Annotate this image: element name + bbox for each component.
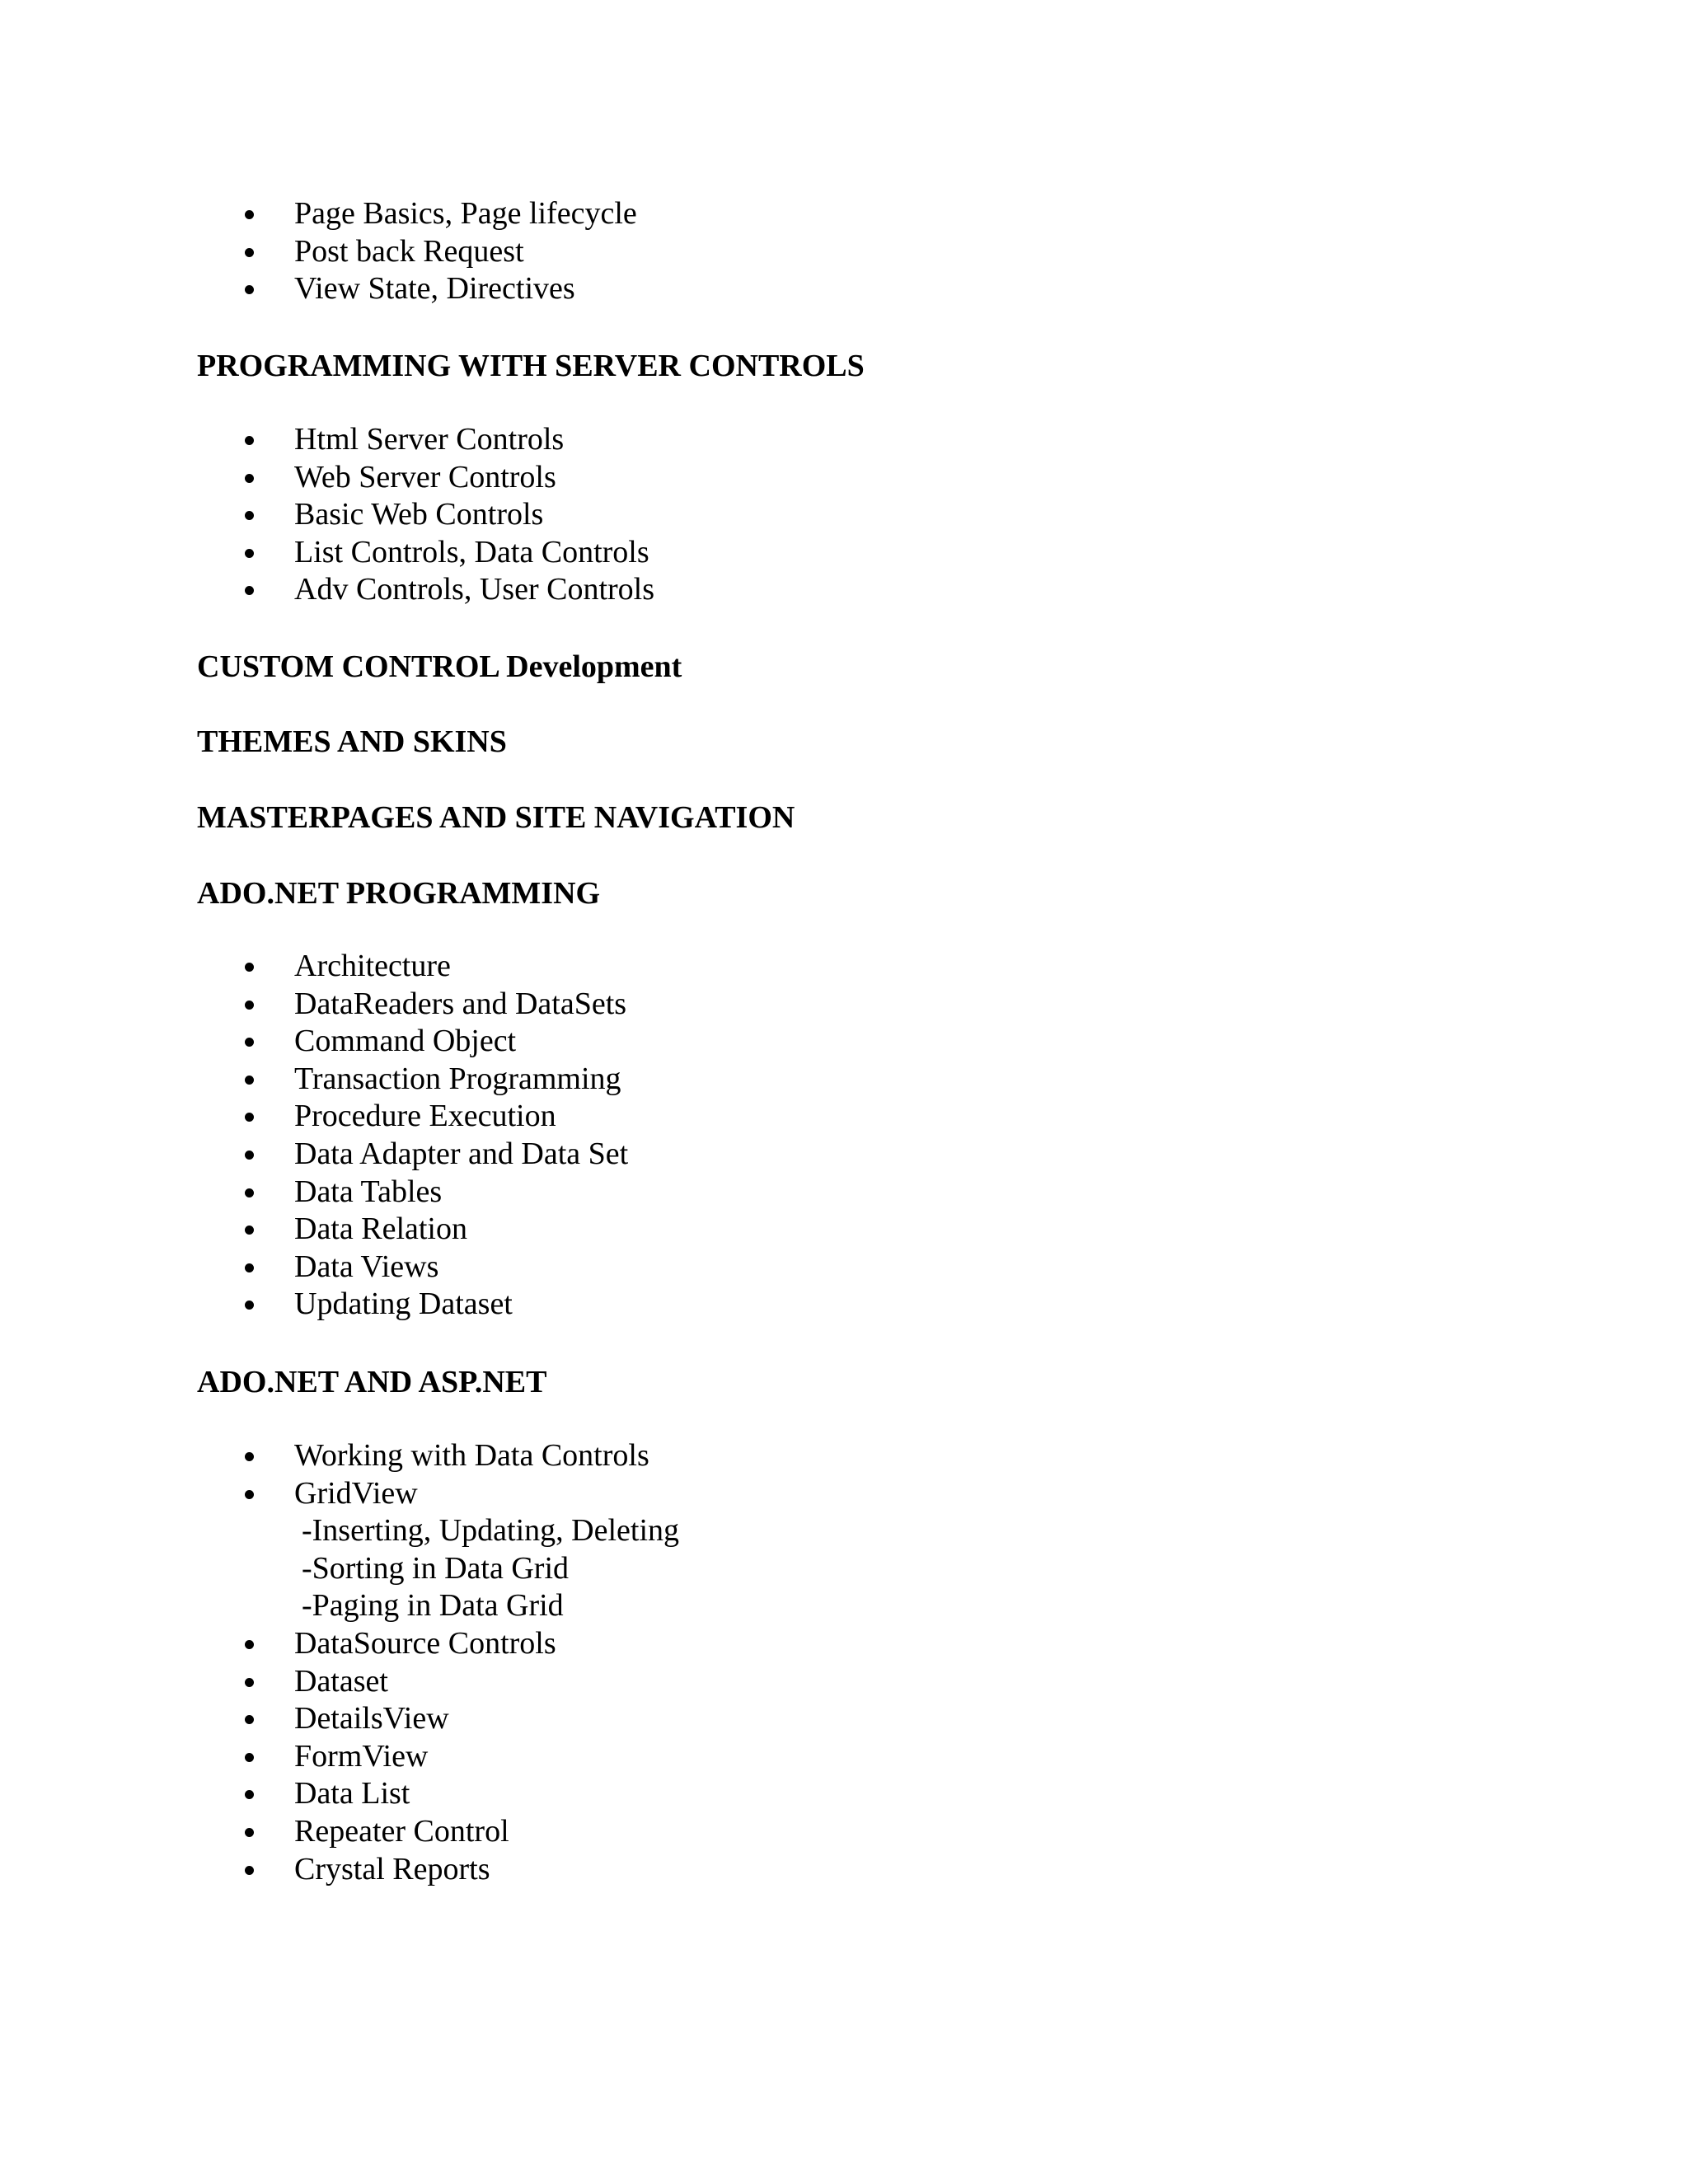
section-heading-ado-net-programming: ADO.NET PROGRAMMING bbox=[197, 876, 601, 911]
bullet-icon bbox=[245, 1828, 254, 1837]
list-item-text: Repeater Control bbox=[294, 1813, 509, 1849]
list-item-text: DataReaders and DataSets bbox=[294, 986, 627, 1021]
bullet-icon bbox=[245, 1038, 254, 1047]
bullet-icon bbox=[245, 1640, 254, 1649]
bullet-icon bbox=[245, 285, 254, 294]
bullet-icon bbox=[245, 1151, 254, 1160]
list-item-text: View State, Directives bbox=[294, 271, 575, 307]
list-item-text: GridView bbox=[294, 1475, 418, 1511]
bullet-icon bbox=[245, 1490, 254, 1499]
section-heading-ado-net-asp-net: ADO.NET AND ASP.NET bbox=[197, 1365, 547, 1399]
bullet-icon bbox=[245, 1113, 254, 1122]
bullet-icon bbox=[245, 210, 254, 219]
sub-list-item-text: -Inserting, Updating, Deleting bbox=[302, 1513, 680, 1549]
bullet-icon bbox=[245, 1715, 254, 1724]
section-heading-custom-control: CUSTOM CONTROL Development bbox=[197, 649, 682, 684]
bullet-icon bbox=[245, 1678, 254, 1687]
list-item-text: DataSource Controls bbox=[294, 1625, 556, 1661]
list-item-text: Working with Data Controls bbox=[294, 1438, 649, 1473]
list-item-text: Architecture bbox=[294, 949, 451, 983]
list-item-text: Html Server Controls bbox=[294, 422, 565, 457]
sub-list-item-text: -Sorting in Data Grid bbox=[302, 1550, 570, 1586]
section-heading-themes-skins: THEMES AND SKINS bbox=[197, 724, 507, 759]
bullet-icon bbox=[245, 1188, 254, 1197]
list-item-text: Basic Web Controls bbox=[294, 497, 544, 532]
bullet-icon bbox=[245, 1452, 254, 1461]
list-item-text: Post back Request bbox=[294, 233, 524, 269]
bullet-icon bbox=[245, 1076, 254, 1085]
bullet-icon bbox=[245, 963, 254, 972]
list-item-text: Command Object bbox=[294, 1024, 517, 1059]
list-item-text: Crystal Reports bbox=[294, 1851, 490, 1886]
bullet-icon bbox=[245, 586, 254, 595]
bullet-icon bbox=[245, 1301, 254, 1310]
list-item-text: Data List bbox=[294, 1776, 410, 1811]
list-item-text: Adv Controls, User Controls bbox=[294, 572, 654, 607]
bullet-icon bbox=[245, 436, 254, 445]
list-item-text: Page Basics, Page lifecycle bbox=[294, 196, 637, 231]
bullet-icon bbox=[245, 474, 254, 483]
bullet-icon bbox=[245, 248, 254, 257]
bullet-icon bbox=[245, 1001, 254, 1010]
section-heading-server-controls: PROGRAMMING WITH SERVER CONTROLS bbox=[197, 349, 865, 383]
list-item-text: Data Adapter and Data Set bbox=[294, 1136, 629, 1171]
sub-list-item-text: -Paging in Data Grid bbox=[302, 1588, 564, 1624]
list-item-text: DetailsView bbox=[294, 1701, 449, 1736]
bullet-icon bbox=[245, 1790, 254, 1799]
list-item-text: Procedure Execution bbox=[294, 1099, 556, 1134]
section-heading-masterpages: MASTERPAGES AND SITE NAVIGATION bbox=[197, 800, 795, 835]
bullet-icon bbox=[245, 1866, 254, 1875]
list-item-text: Data Views bbox=[294, 1249, 439, 1284]
list-item-text: Dataset bbox=[294, 1663, 388, 1699]
list-item-text: FormView bbox=[294, 1738, 429, 1774]
list-item-text: Updating Dataset bbox=[294, 1286, 513, 1322]
list-item-text: Data Tables bbox=[294, 1174, 443, 1209]
bullet-icon bbox=[245, 1263, 254, 1272]
list-item-text: Web Server Controls bbox=[294, 459, 556, 494]
list-item-text: Data Relation bbox=[294, 1212, 467, 1247]
bullet-icon bbox=[245, 511, 254, 520]
bullet-icon bbox=[245, 1753, 254, 1762]
bullet-icon bbox=[245, 549, 254, 558]
list-item-text: List Controls, Data Controls bbox=[294, 534, 649, 569]
bullet-icon bbox=[245, 1226, 254, 1235]
list-item-text: Transaction Programming bbox=[294, 1061, 621, 1096]
